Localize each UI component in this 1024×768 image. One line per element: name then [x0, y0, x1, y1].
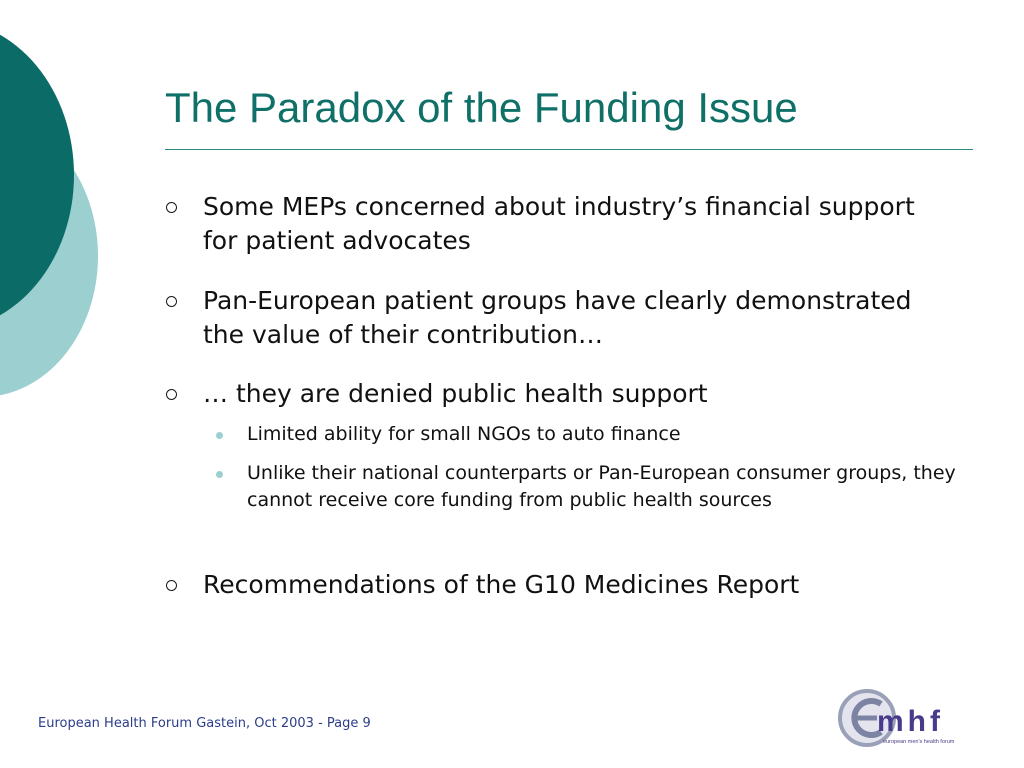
emhf-logo [837, 688, 977, 748]
sub-bullet-item [216, 460, 956, 514]
slide-title: The Paradox of the Funding Issue [165, 84, 798, 131]
bullet-item [166, 377, 956, 411]
filled-dot-icon [216, 471, 223, 478]
filled-dot-icon [216, 432, 223, 439]
bullet-item [166, 284, 956, 352]
logo-letters: mhf [877, 705, 944, 738]
hollow-circle-icon [166, 580, 177, 591]
sub-bullet-text: Unlike their national counterparts or Pan-European consumer groups, they cannot receive core funding from public health sources [247, 462, 956, 511]
bullet-item [166, 568, 956, 602]
hollow-circle-icon [166, 202, 177, 213]
title-divider [165, 149, 973, 150]
logo-tagline: european men's health forum [883, 739, 955, 745]
hollow-circle-icon [166, 296, 177, 307]
bullet-item [166, 190, 956, 258]
slide-footer: European Health Forum Gastein, Oct 2003 - Page 9 [38, 716, 371, 731]
bullet-text: Some MEPs concerned about industry’s financial support for patient advocates [203, 192, 915, 255]
hollow-circle-icon [166, 389, 177, 400]
bullet-text: Recommendations of the G10 Medicines Report [203, 570, 800, 599]
bullet-text: … they are denied public health support [203, 379, 708, 408]
sub-bullet-item [216, 421, 956, 448]
sub-bullet-text: Limited ability for small NGOs to auto finance [247, 423, 681, 445]
bullet-text: Pan-European patient groups have clearly demonstrated the value of their contribution… [203, 286, 912, 349]
